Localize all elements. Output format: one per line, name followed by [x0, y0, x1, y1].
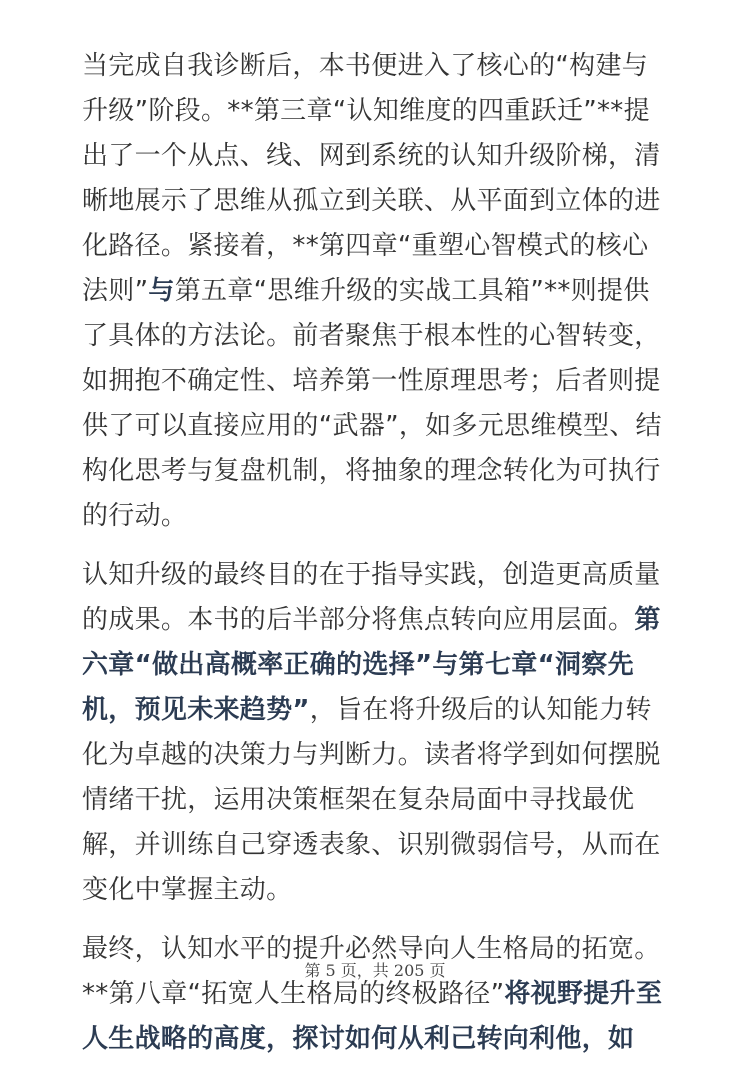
paragraph-1: [82, 44, 672, 539]
page-body: [82, 44, 672, 1076]
text-run: 最终，认知水平的提升必然导向人生格局的拓宽。**第八章“拓宽人生格局的终极路径”: [82, 934, 661, 1009]
text-run: ，旨在将升级后的认知能力转化为卓越的决策力与判断力。读者将学到如何摆脱情绪干扰，运用决策框架在复杂局面中寻找最优解，并训练自己穿透表象、识别微弱信号，从而在变化中掌握主动。: [82, 695, 661, 905]
bold-text-run: 第六章“做出高概率正确的选择”与第七章“洞察先机，预见未来趋势”: [82, 605, 661, 725]
bold-text-run: 将视野提升至人生战略的高度，探讨如何从利己转向利他，如: [82, 979, 663, 1054]
paragraph-2: [82, 553, 672, 913]
text-run: 认知升级的最终目的在于指导实践，创造更高质量的成果。本书的后半部分将焦点转向应用层面。: [82, 560, 661, 635]
bold-text-run: 与: [148, 276, 175, 306]
page-number-footer: 第 5 页，共 205 页: [304, 961, 446, 980]
text-run: 当完成自我诊断后，本书便进入了核心的“构建与升级”阶段。**第三章“认知维度的四重跃迁”**提出了一个从点、线、网到系统的认知升级阶梯，清晰地展示了思维从孤立到关联、从平面到立体的进化路径。紧接着，**第四章“重塑心智模式的核心法则”: [82, 51, 661, 306]
text-run: 第五章“思维升级的实战工具箱”**则提供了具体的方法论。前者聚焦于根本性的心智转变，如拥抱不确定性、培养第一性原理思考；后者则提供了可以直接应用的“武器”，如多元思维模型、结构化思考与复盘机制，将抽象的理念转化为可执行的行动。: [82, 276, 662, 531]
paragraph-3: [82, 927, 672, 1062]
